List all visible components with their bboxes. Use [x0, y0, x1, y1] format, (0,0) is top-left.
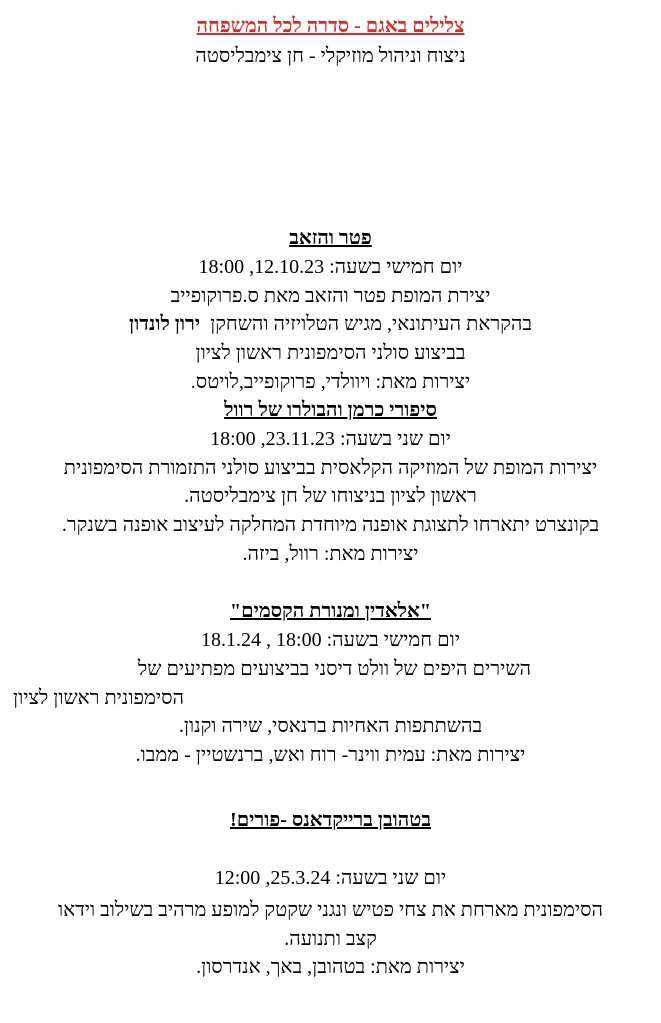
concert-3-line: בהשתתפות האחיות ברנאסי, שירה וקנון.: [178, 715, 483, 737]
concert-3-line: הסימפונית ראשון לציון: [12, 687, 184, 709]
concert-1-line: [0, 312, 661, 336]
concert-2-title: סיפורי כרמן והבולרו של רוול: [224, 399, 437, 421]
concert-3-composers: יצירות מאת: עמית ווינר- רוח ואש, ברנשטיין - ממבו.: [135, 744, 526, 766]
concert-1-composers: יצירות מאת: ויוולדי, פרוקופייב,לויטס.: [190, 371, 471, 393]
concert-4-title: בטהובן ברייקדאנס -פורים!: [230, 809, 431, 831]
concert-3-title: "אלאדין ומנורת הקסמים": [230, 600, 431, 622]
concert-1-title: פטר והזאב: [289, 227, 372, 249]
concert-3-line: השירים היפים של וולט דיסני בביצועים מפתיעים של: [137, 658, 531, 680]
concert-1-narrator-text: בהקראת העיתונאי, מגיש הטלויזיה והשחקן: [210, 313, 532, 335]
concert-4-line: קצב ותנועה.: [284, 928, 377, 950]
series-subtitle: ניצוח וניהול מוזיקלי - חן צימבליסטה: [195, 45, 466, 67]
concert-2-line: בקונצרט יתארחו לתצוגת אופנה מיוחדת המחלקה לעיצוב אופנה בשנקר.: [61, 514, 600, 536]
series-title: צלילים באגם - סדרה לכל המשפחה: [196, 15, 465, 37]
concert-2-date: יום שני בשעה: 23.11.23, 18:00: [210, 428, 451, 450]
concert-1-line: יצירת המופת פטר והזאב מאת ס.פרוקופייב: [170, 285, 491, 307]
concert-1-narrator-name: ירון לונדון: [129, 313, 201, 335]
concert-1-line: בביצוע סולני הסימפונית ראשון לציון: [195, 342, 466, 364]
concert-1-date: יום חמישי בשעה: 12.10.23, 18:00: [198, 256, 463, 278]
concert-2-line: ראשון לציון בניצוחו של חן צימבליסטה.: [184, 485, 477, 507]
concert-3-date: יום חמישי בשעה: 18:00 , 18.1.24: [201, 629, 460, 651]
concert-4-line: הסימפונית מארחת את צחי פטיש ונגני שקטק למופע מרהיב בשילוב וידאו: [57, 899, 604, 921]
concert-2-composers: יצירות מאת: רוול, ביזה.: [242, 543, 419, 565]
concert-4-date: יום שני בשעה: 25.3.24, 12:00: [214, 867, 447, 889]
concert-2-line: יצירות המופת של המוזיקה הקלאסית בביצוע סולני התזמורת הסימפונית: [63, 457, 598, 479]
concert-4-composers: יצירות מאת: בטהובן, באך, אנדרסון.: [196, 956, 465, 978]
